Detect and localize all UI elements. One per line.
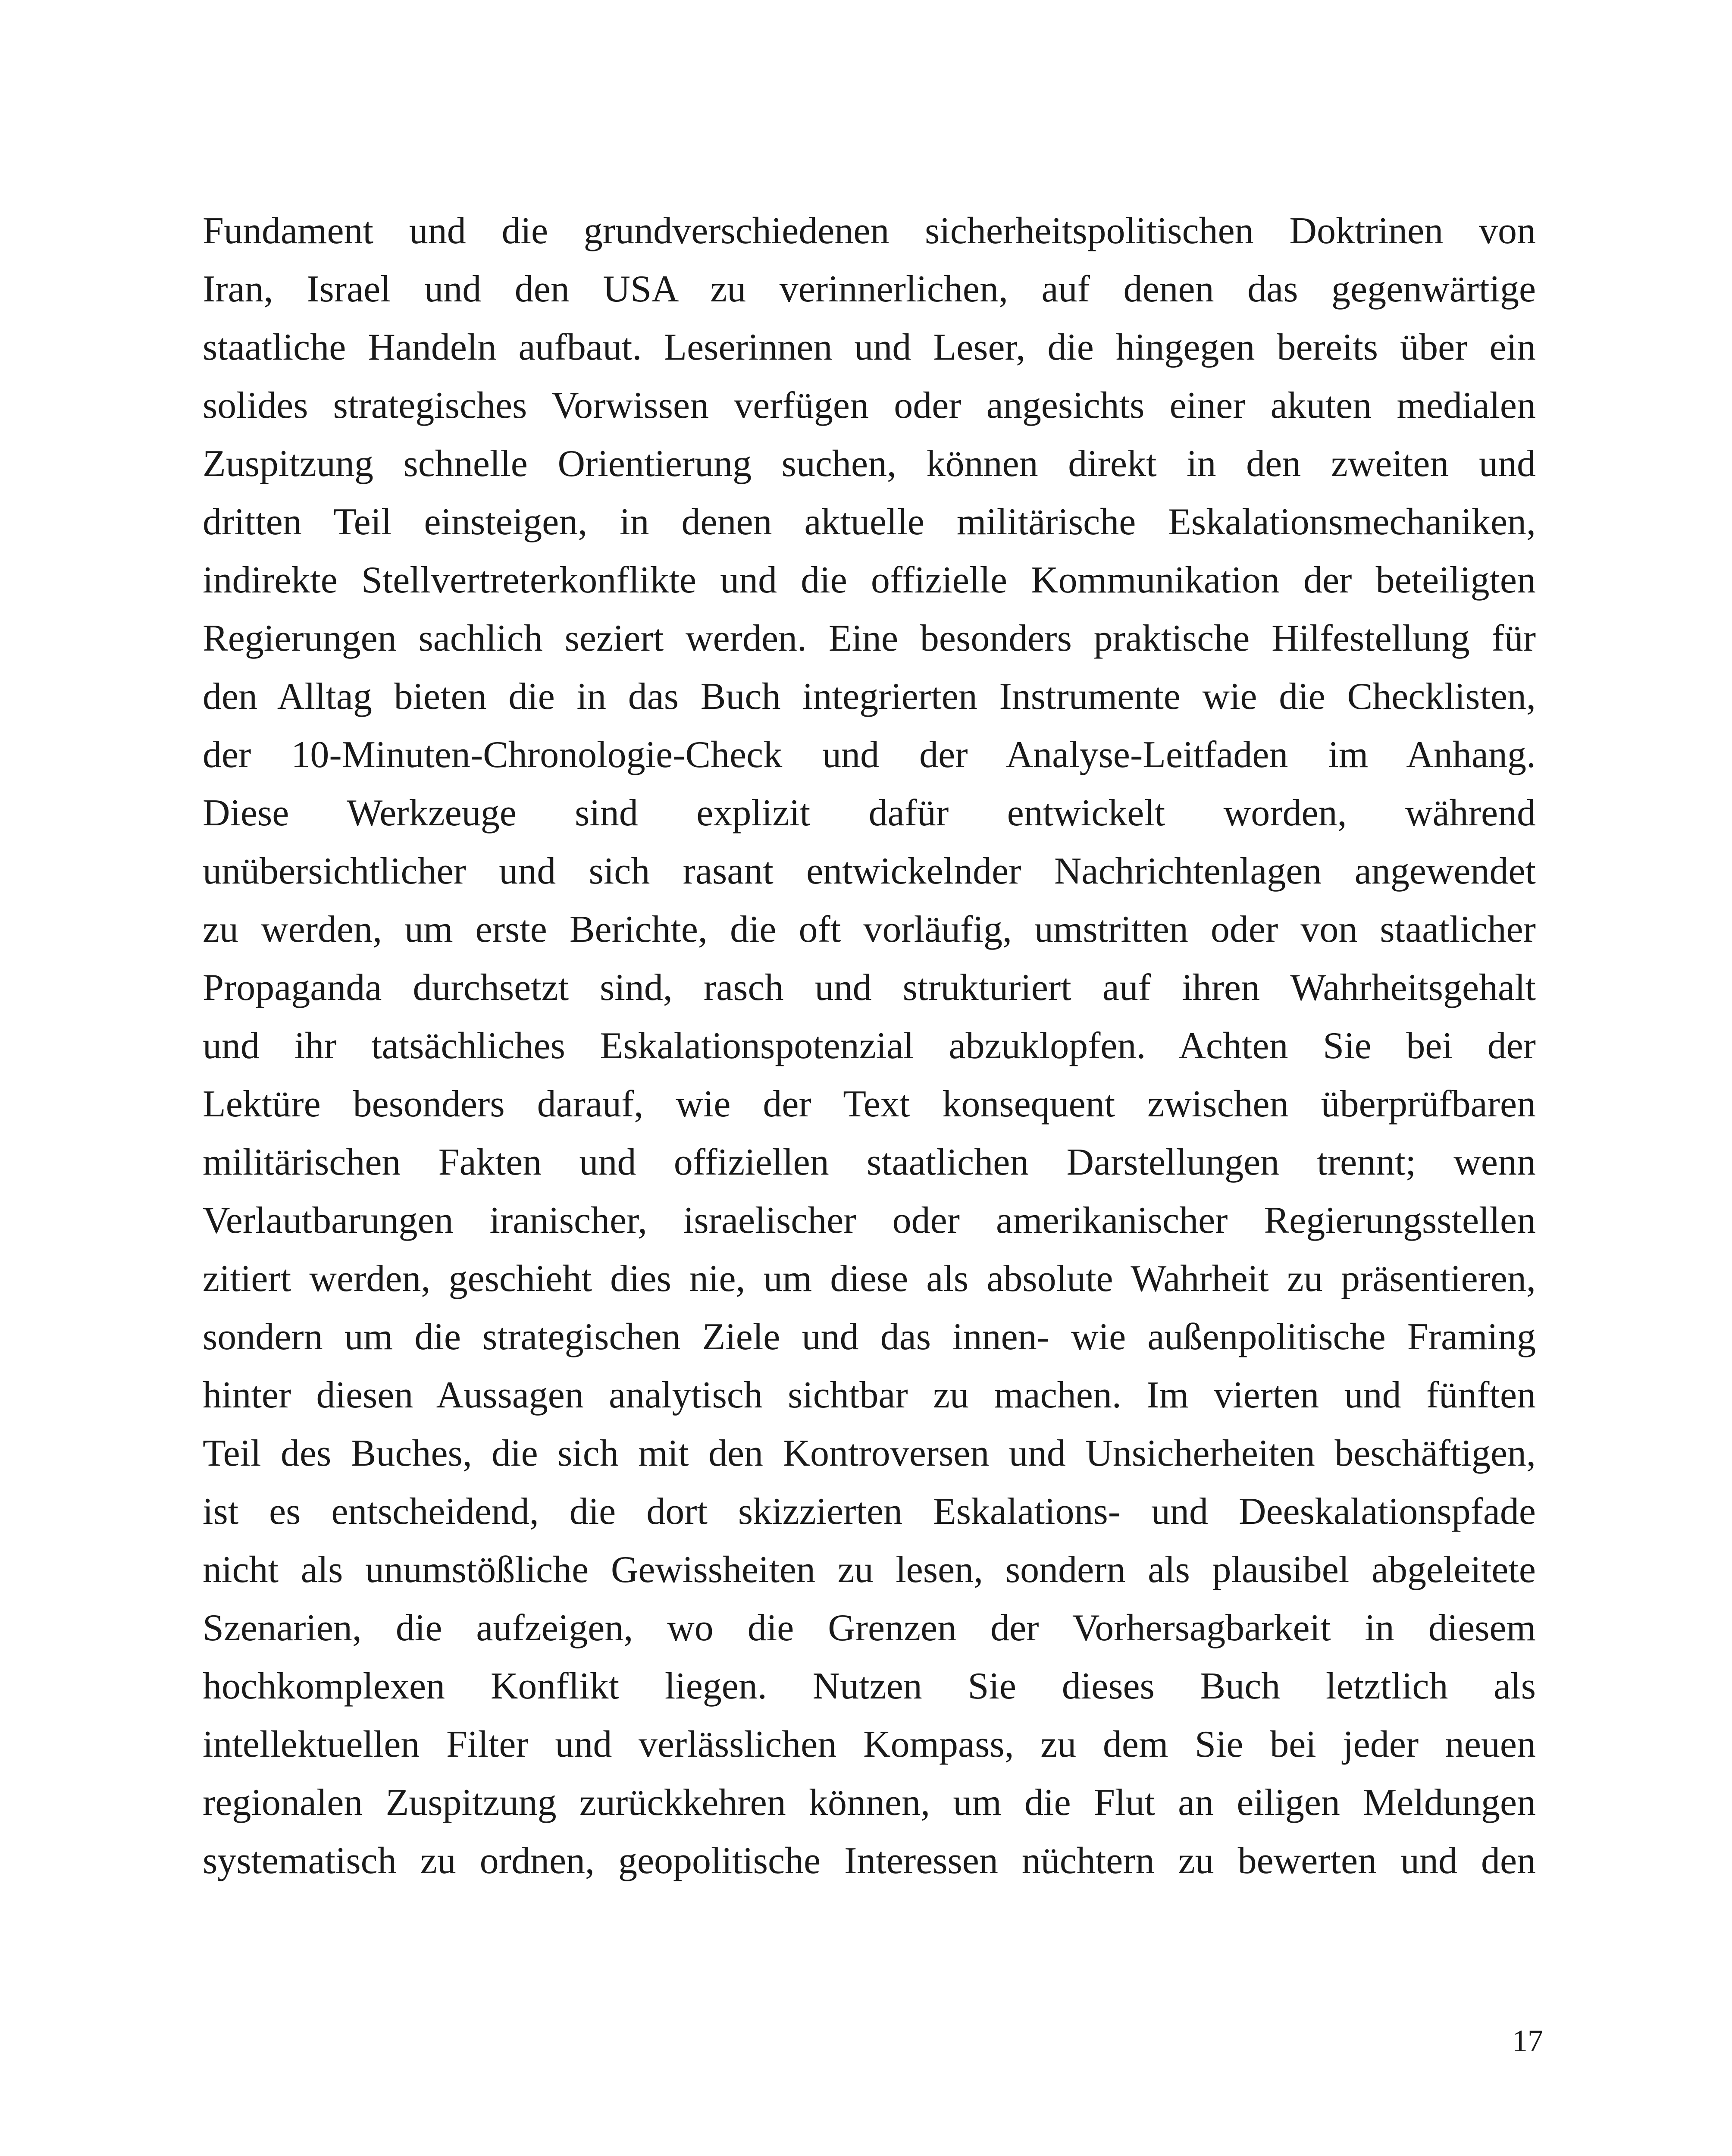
text-line: nicht als unumstößliche Gewissheiten zu lesen, sondern als plausibel abgeleitete — [203, 1549, 1536, 1591]
text-line: und ihr tatsächliches Eskalationspotenzial abzuklopfen. Achten Sie bei der — [203, 1025, 1536, 1067]
text-line: Szenarien, die aufzeigen, wo die Grenzen der Vorhersagbarkeit in diesem — [203, 1607, 1536, 1649]
text-line: zu werden, um erste Berichte, die oft vorläufig, umstritten oder von staatlicher — [203, 909, 1536, 950]
text-line: hinter diesen Aussagen analytisch sichtbar zu machen. Im vierten und fünften — [203, 1374, 1536, 1416]
text-line: Iran, Israel und den USA zu verinnerlichen, auf denen das gegenwärtige — [203, 268, 1536, 310]
text-line: hochkomplexen Konflikt liegen. Nutzen Sie dieses Buch letztlich als — [203, 1665, 1536, 1707]
text-line: Regierungen sachlich seziert werden. Eine besonders praktische Hilfestellung für — [203, 617, 1536, 659]
text-line: Teil des Buches, die sich mit den Kontroversen und Unsicherheiten beschäftigen, — [203, 1432, 1536, 1474]
text-line: sondern um die strategischen Ziele und das innen- wie außenpolitische Framing — [203, 1316, 1536, 1358]
text-line: Lektüre besonders darauf, wie der Text konsequent zwischen überprüfbaren — [203, 1083, 1536, 1125]
text-line: dritten Teil einsteigen, in denen aktuelle militärische Eskalationsmechaniken, — [203, 501, 1536, 543]
text-line: regionalen Zuspitzung zurückkehren können, um die Flut an eiligen Meldungen — [203, 1782, 1536, 1824]
text-line: unübersichtlicher und sich rasant entwickelnder Nachrichtenlagen angewendet — [203, 850, 1536, 892]
text-line: Verlautbarungen iranischer, israelischer oder amerikanischer Regierungsstellen — [203, 1200, 1536, 1241]
text-line: intellektuellen Filter und verlässlichen Kompass, zu dem Sie bei jeder neuen — [203, 1724, 1536, 1765]
text-line: staatliche Handeln aufbaut. Leserinnen und Leser, die hingegen bereits über ein — [203, 326, 1536, 368]
body-paragraph — [203, 202, 1536, 1890]
text-line: den Alltag bieten die in das Buch integrierten Instrumente wie die Checklisten, — [203, 676, 1536, 718]
text-line: Fundament und die grundverschiedenen sicherheitspolitischen Doktrinen von — [203, 210, 1536, 252]
text-line: zitiert werden, geschieht dies nie, um diese als absolute Wahrheit zu präsentieren, — [203, 1258, 1536, 1300]
text-line: militärischen Fakten und offiziellen staatlichen Darstellungen trennt; wenn — [203, 1141, 1536, 1183]
text-line: indirekte Stellvertreterkonflikte und die offizielle Kommunikation der beteiligten — [203, 559, 1536, 601]
text-line: systematisch zu ordnen, geopolitische Interessen nüchtern zu bewerten und den — [203, 1840, 1536, 1882]
page-number: 17 — [1512, 2024, 1543, 2058]
text-line: Propaganda durchsetzt sind, rasch und strukturiert auf ihren Wahrheitsgehalt — [203, 967, 1536, 1009]
text-line: Zuspitzung schnelle Orientierung suchen, können direkt in den zweiten und — [203, 443, 1536, 485]
text-line: der 10-Minuten-Chronologie-Check und der Analyse-Leitfaden im Anhang. — [203, 734, 1536, 776]
text-line: Diese Werkzeuge sind explizit dafür entwickelt worden, während — [203, 792, 1536, 834]
text-line: ist es entscheidend, die dort skizzierten Eskalations- und Deeskalationspfade — [203, 1491, 1536, 1532]
text-line: solides strategisches Vorwissen verfügen oder angesichts einer akuten medialen — [203, 385, 1536, 426]
